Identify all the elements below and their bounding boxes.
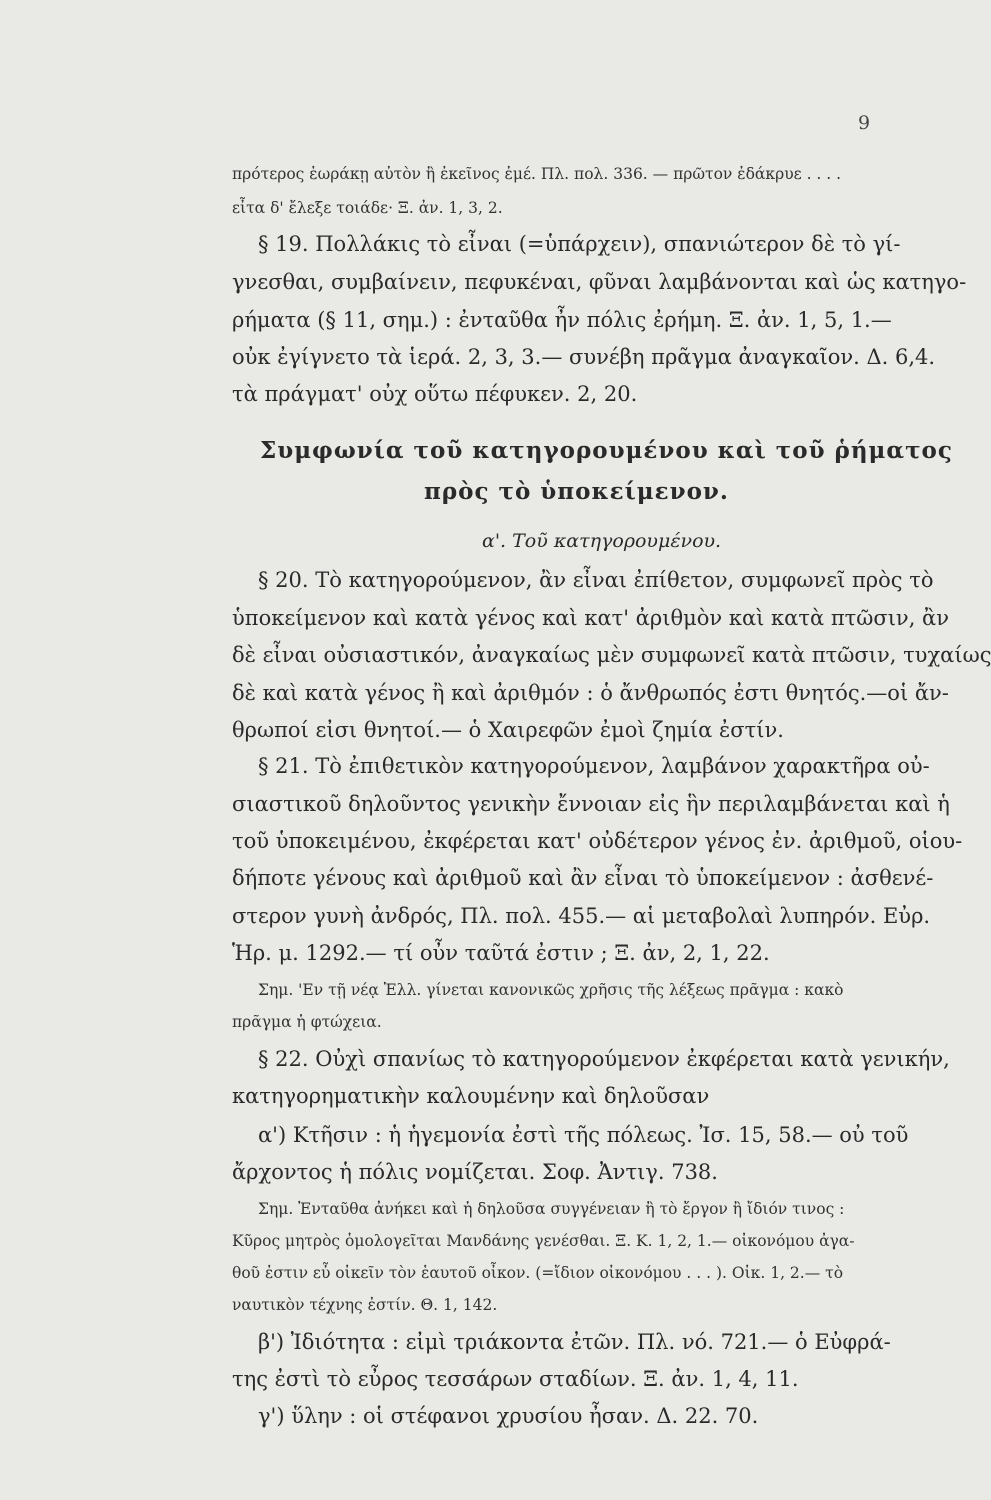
text-line: Ἡρ. μ. 1292.— τί οὖν ταῦτά ἐστιν ; Ξ. ἀν, 2, 1, 22. [232,941,770,965]
text-line: ρήματα (§ 11, σημ.) : ἐνταῦθα ἦν πόλις ἐρήμη. Ξ. ἀν. 1, 5, 1.— [232,308,892,332]
item-b-line: β') Ἰδιότητα : εἰμὶ τριάκοντα ἐτῶν. Πλ. νό. 721.— ὁ Εὐφρά- [258,1330,891,1354]
section-heading-continued: πρὸς τὸ ὑποκείμενον. [424,478,729,505]
item-c-line: γ') ὕλην : οἱ στέφανοι χρυσίου ἦσαν. Δ. 22. 70. [258,1404,759,1428]
text-line: εἶτα δ' ἔλεξε τοιάδε· Ξ. ἀν. 1, 3, 2. [232,199,503,217]
section-21-line: § 21. Τὸ ἐπιθετικὸν κατηγορούμενον, λαμβάνον χαρακτῆρα οὐ- [258,754,930,778]
text-line: σιαστικοῦ δηλοῦντος γενικὴν ἔννοιαν εἰς ἣν περιλαμβάνεται καὶ ἡ [232,792,950,816]
note-line: Σημ. Ἐνταῦθα ἀνήκει καὶ ἡ δηλοῦσα συγγένειαν ἢ τὸ ἔργον ἢ ἴδιόν τινος : [258,1200,845,1218]
section-19-line: § 19. Πολλάκις τὸ εἶναι (=ὑπάρχειν), σπανιώτερον δὲ τὸ γί- [258,232,901,256]
note-line: ναυτικὸν τέχνης ἐστίν. Θ. 1, 142. [232,1296,498,1314]
text-line: πρότερος ἑωράκῃ αὐτὸν ἢ ἐκεῖνος ἐμέ. Πλ. πολ. 336. — πρῶτον ἐδάκρυε . . . . [232,165,842,183]
note-line: Κῦρος μητρὸς ὁμολογεῖται Μανδάνης γενέσθαι. Ξ. Κ. 1, 2, 1.— οἰκονόμου ἀγα- [232,1232,855,1250]
text-line: δὲ καὶ κατὰ γένος ἢ καὶ ἀριθμόν : ὁ ἄνθρωπός ἐστι θνητός.—οἱ ἄν- [232,681,949,705]
item-a-line: α') Κτῆσιν : ἡ ἡγεμονία ἐστὶ τῆς πόλεως. Ἰσ. 15, 58.— οὐ τοῦ [258,1123,909,1147]
note-line: θοῦ ἐστιν εὖ οἰκεῖν τὸν ἑαυτοῦ οἶκον. (=ἴδιον οἰκονόμου . . . ). Οἰκ. 1, 2.— τὸ [232,1264,844,1282]
note-line: Σημ. 'Εν τῇ νέᾳ Ἑλλ. γίνεται κανονικῶς χρῆσις τῆς λέξεως πρᾶγμα : κακὸ [258,981,844,999]
text-line: οὐκ ἐγίγνετο τὰ ἱερά. 2, 3, 3.— συνέβη πρᾶγμα ἀναγκαῖον. Δ. 6,4. [232,345,936,369]
text-line: τοῦ ὑποκειμένου, ἐκφέρεται κατ' οὐδέτερον γένος ἐν. ἀριθμοῦ, οἱου- [232,829,963,853]
text-line: τὰ πράγματ' οὐχ οὕτω πέφυκεν. 2, 20. [232,382,638,406]
note-line: πρᾶγμα ἡ φτώχεια. [232,1013,382,1031]
page-number: 9 [858,112,871,134]
text-line: δὲ εἶναι οὐσιαστικόν, ἀναγκαίως μὲν συμφωνεῖ κατὰ πτῶσιν, τυχαίως [232,643,991,667]
text-line: θρωποί εἰσι θνητοί.— ὁ Χαιρεφῶν ἐμοὶ ζημία ἐστίν. [232,718,784,742]
section-20-line: § 20. Τὸ κατηγορούμενον, ἂν εἶναι ἐπίθετον, συμφωνεῖ πρὸς τὸ [258,568,934,592]
text-line: ὑποκείμενον καὶ κατὰ γένος καὶ κατ' ἀριθμὸν καὶ κατὰ πτῶσιν, ἂν [232,606,949,630]
text-line: στερον γυνὴ ἀνδρός, Πλ. πολ. 455.— αἱ μεταβολαὶ λυπηρόν. Εὐρ. [232,904,931,928]
subheading: α'. Τοῦ κατηγορουμένου. [482,530,722,552]
text-line: ἄρχοντος ἡ πόλις νομίζεται. Σοφ. Ἀντιγ. 738. [232,1160,718,1184]
section-22-line: § 22. Οὐχὶ σπανίως τὸ κατηγορούμενον ἐκφέρεται κατὰ γενικήν, [258,1047,950,1071]
text-line: της ἐστὶ τὸ εὖρος τεσσάρων σταδίων. Ξ. ἀν. 1, 4, 11. [232,1367,799,1391]
text-line: κατηγορηματικὴν καλουμένην καὶ δηλοῦσαν [232,1084,710,1108]
text-line: γνεσθαι, συμβαίνειν, πεφυκέναι, φῦναι λαμβάνονται καὶ ὡς κατηγο- [232,270,967,294]
text-line: δήποτε γένους καὶ ἀριθμοῦ καὶ ἂν εἶναι τὸ ὑποκείμενον : ἀσθενέ- [232,866,934,890]
section-heading: Συμφωνία τοῦ κατηγορουμένου καὶ τοῦ ῥήματος [260,437,953,464]
